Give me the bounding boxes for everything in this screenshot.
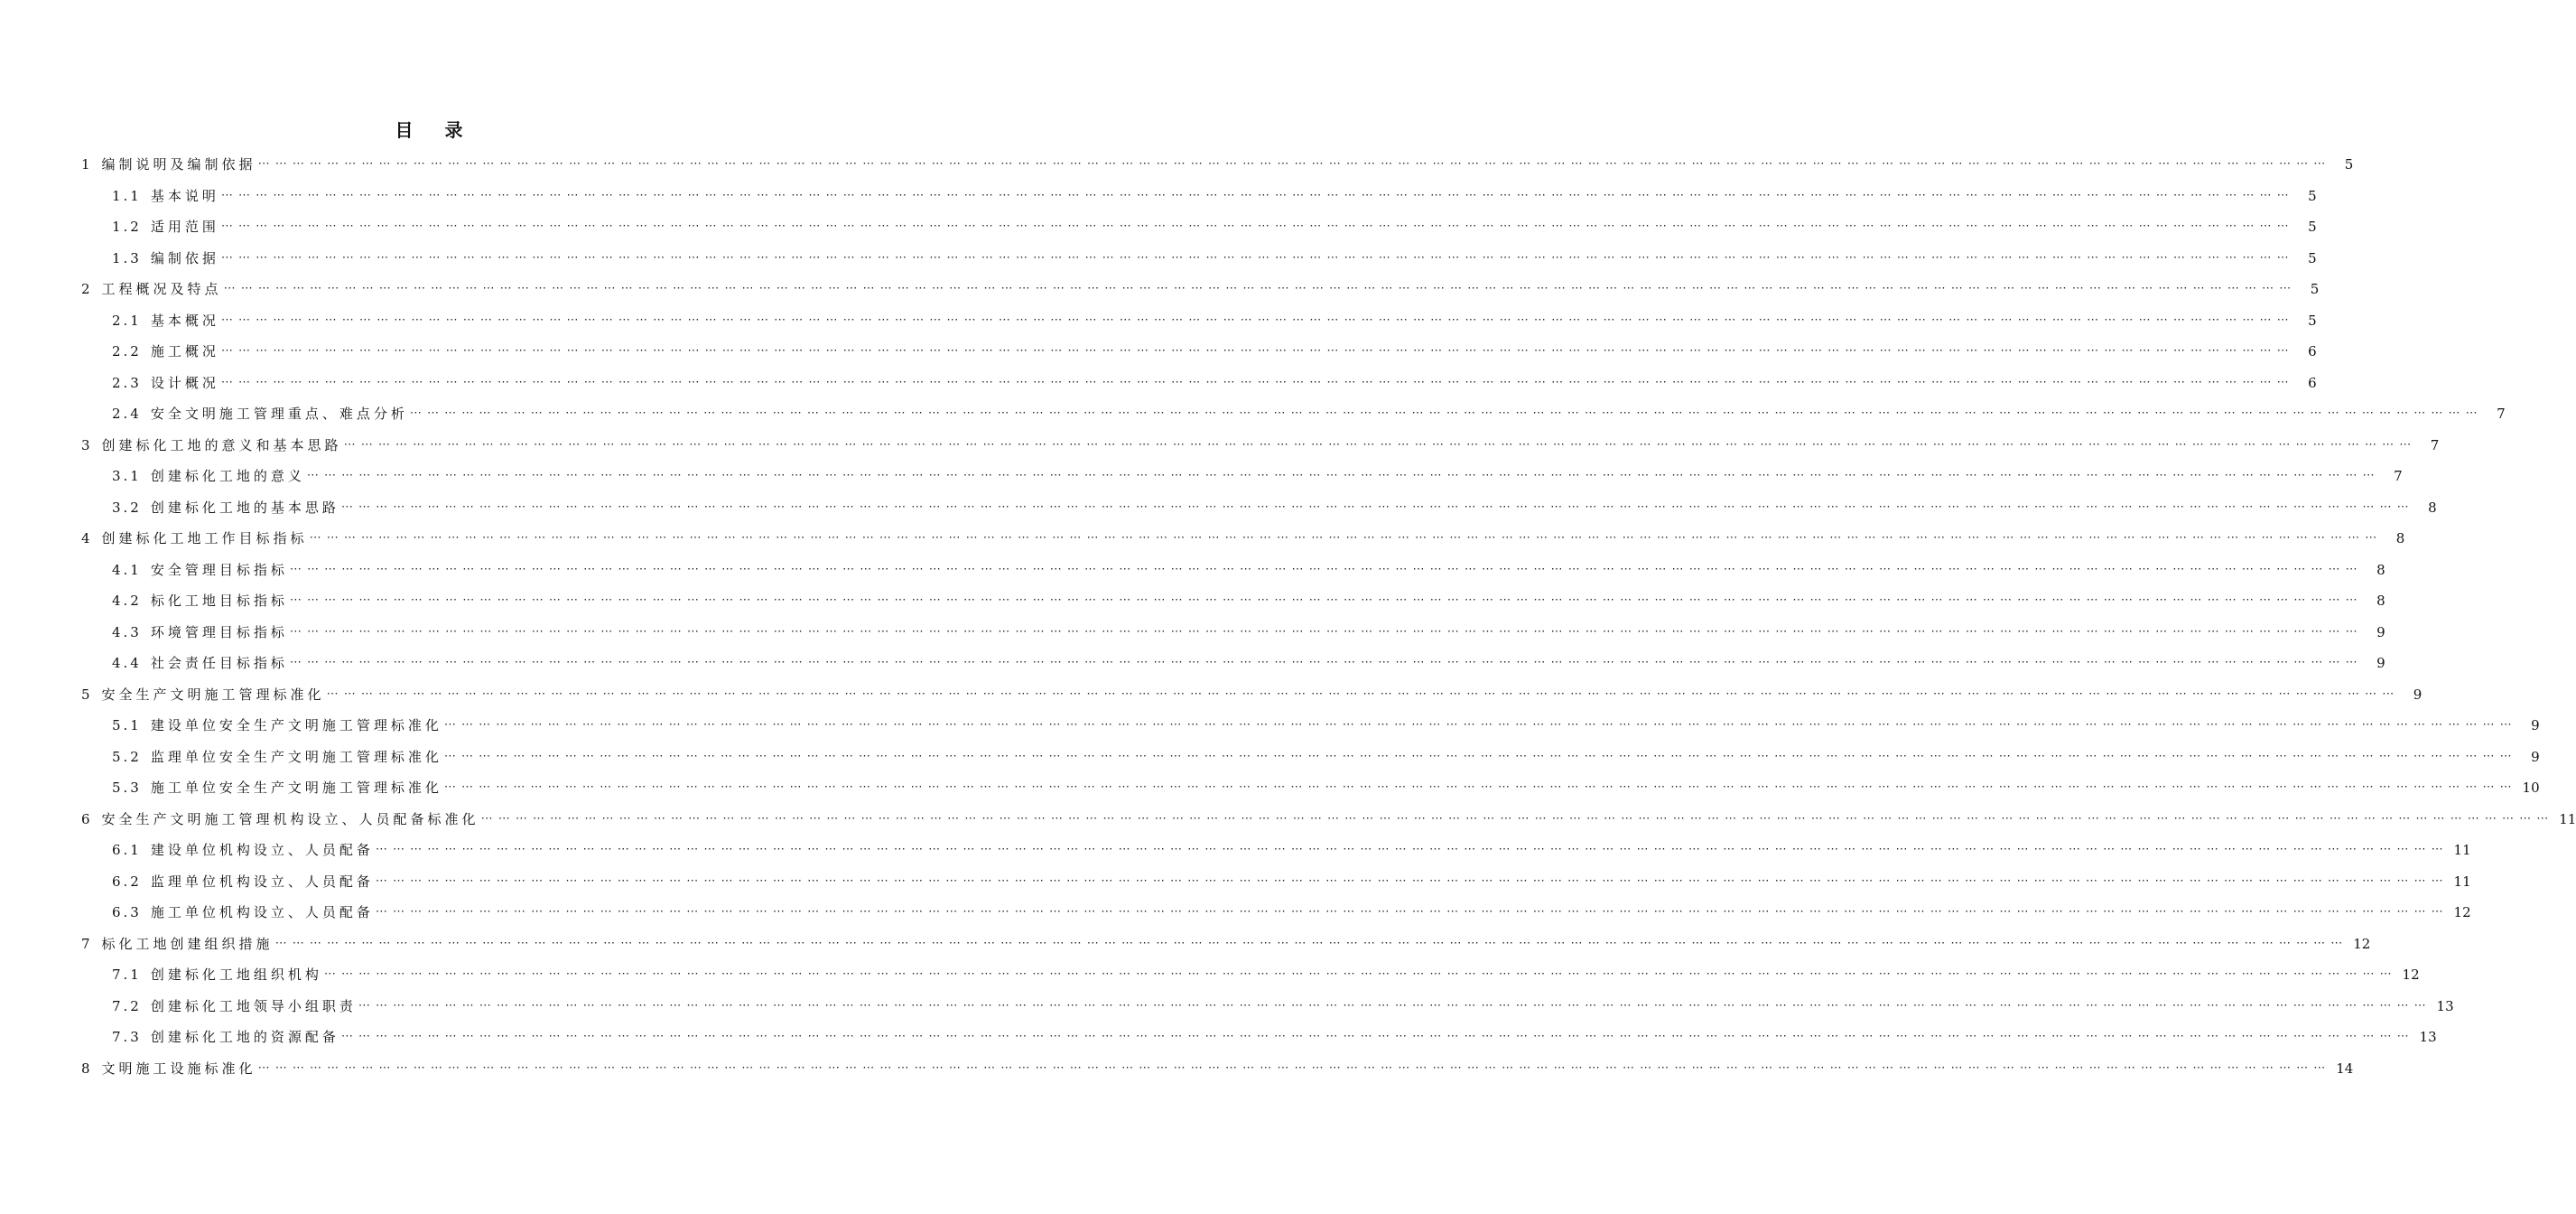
toc-entry-number: 1.1 <box>112 187 142 204</box>
toc-entry-page: 8 <box>2395 530 2405 546</box>
toc-entry-number: 1.3 <box>112 249 142 266</box>
toc-entry[interactable] <box>81 931 2371 957</box>
toc-entry-title: 标化工地目标指标 <box>150 593 288 609</box>
toc-entry-number: 7.3 <box>112 1029 142 1045</box>
toc-entry-title: 创建标化工地工作目标指标 <box>101 530 308 546</box>
toc-entry-page: 12 <box>2453 904 2471 920</box>
toc-entry-page: 9 <box>2531 748 2540 765</box>
toc-entry-page: 14 <box>2336 1060 2354 1077</box>
toc-entry[interactable] <box>112 900 2471 925</box>
toc-dot-leader: ⋯ ⋯ ⋯ ⋯ ⋯ ⋯ ⋯ ⋯ ⋯ ⋯ ⋯ ⋯ ⋯ ⋯ ⋯ ⋯ ⋯ ⋯ ⋯ ⋯ ⋯ ⋯ ⋯ ⋯ ⋯ ⋯ ⋯ ⋯ ⋯ ⋯ ⋯ ⋯ ⋯ ⋯ ⋯ ⋯ ⋯ ⋯ ⋯ ⋯ ⋯ ⋯ ⋯ ⋯ ⋯ ⋯ ⋯ ⋯ ⋯ ⋯ ⋯ ⋯ ⋯ ⋯ ⋯ ⋯ ⋯ ⋯ ⋯ ⋯ ⋯ ⋯ ⋯ ⋯ ⋯ ⋯ ⋯ ⋯ ⋯ ⋯ ⋯ ⋯ ⋯ ⋯ ⋯ ⋯ ⋯ ⋯ ⋯ ⋯ ⋯ ⋯ ⋯ ⋯ ⋯ ⋯ ⋯ ⋯ ⋯ ⋯ ⋯ ⋯ ⋯ ⋯ ⋯ ⋯ ⋯ ⋯ ⋯ ⋯ ⋯ ⋯ ⋯ ⋯ ⋯ ⋯ ⋯ ⋯ ⋯ ⋯ ⋯ ⋯ ⋯ ⋯ ⋯ ⋯ ⋯ ⋯ ⋯ ⋯ <box>326 686 2395 701</box>
toc-entry-title: 建设单位机构设立、人员配备 <box>150 842 374 858</box>
toc-entry[interactable] <box>112 869 2471 894</box>
toc-entry-page: 9 <box>2413 686 2423 703</box>
toc-dot-leader: ⋯ ⋯ ⋯ ⋯ ⋯ ⋯ ⋯ ⋯ ⋯ ⋯ ⋯ ⋯ ⋯ ⋯ ⋯ ⋯ ⋯ ⋯ ⋯ ⋯ ⋯ ⋯ ⋯ ⋯ ⋯ ⋯ ⋯ ⋯ ⋯ ⋯ ⋯ ⋯ ⋯ ⋯ ⋯ ⋯ ⋯ ⋯ ⋯ ⋯ ⋯ ⋯ ⋯ ⋯ ⋯ ⋯ ⋯ ⋯ ⋯ ⋯ ⋯ ⋯ ⋯ ⋯ ⋯ ⋯ ⋯ ⋯ ⋯ ⋯ ⋯ ⋯ ⋯ ⋯ ⋯ ⋯ ⋯ ⋯ ⋯ ⋯ ⋯ ⋯ ⋯ ⋯ ⋯ ⋯ ⋯ ⋯ ⋯ ⋯ ⋯ ⋯ ⋯ ⋯ ⋯ ⋯ ⋯ ⋯ ⋯ ⋯ ⋯ ⋯ ⋯ ⋯ ⋯ ⋯ ⋯ ⋯ ⋯ ⋯ ⋯ ⋯ ⋯ ⋯ ⋯ ⋯ ⋯ ⋯ ⋯ ⋯ ⋯ ⋯ ⋯ ⋯ ⋯ ⋯ ⋯ ⋯ ⋯ ⋯ <box>409 406 2478 420</box>
toc-dot-leader: ⋯ ⋯ ⋯ ⋯ ⋯ ⋯ ⋯ ⋯ ⋯ ⋯ ⋯ ⋯ ⋯ ⋯ ⋯ ⋯ ⋯ ⋯ ⋯ ⋯ ⋯ ⋯ ⋯ ⋯ ⋯ ⋯ ⋯ ⋯ ⋯ ⋯ ⋯ ⋯ ⋯ ⋯ ⋯ ⋯ ⋯ ⋯ ⋯ ⋯ ⋯ ⋯ ⋯ ⋯ ⋯ ⋯ ⋯ ⋯ ⋯ ⋯ ⋯ ⋯ ⋯ ⋯ ⋯ ⋯ ⋯ ⋯ ⋯ ⋯ ⋯ ⋯ ⋯ ⋯ ⋯ ⋯ ⋯ ⋯ ⋯ ⋯ ⋯ ⋯ ⋯ ⋯ ⋯ ⋯ ⋯ ⋯ ⋯ ⋯ ⋯ ⋯ ⋯ ⋯ ⋯ ⋯ ⋯ ⋯ ⋯ ⋯ ⋯ ⋯ ⋯ ⋯ ⋯ ⋯ ⋯ ⋯ ⋯ ⋯ ⋯ ⋯ ⋯ ⋯ ⋯ ⋯ ⋯ ⋯ ⋯ ⋯ ⋯ ⋯ ⋯ ⋯ ⋯ ⋯ ⋯ ⋯ ⋯ ⋯ <box>220 188 2290 202</box>
toc-entry-title: 社会责任目标指标 <box>150 655 288 671</box>
toc-entry-number: 2.4 <box>112 406 142 422</box>
toc-entry-title: 创建标化工地的基本思路 <box>150 499 339 516</box>
toc-entry[interactable] <box>112 557 2385 583</box>
toc-dot-leader: ⋯ ⋯ ⋯ ⋯ ⋯ ⋯ ⋯ ⋯ ⋯ ⋯ ⋯ ⋯ ⋯ ⋯ ⋯ ⋯ ⋯ ⋯ ⋯ ⋯ ⋯ ⋯ ⋯ ⋯ ⋯ ⋯ ⋯ ⋯ ⋯ ⋯ ⋯ ⋯ ⋯ ⋯ ⋯ ⋯ ⋯ ⋯ ⋯ ⋯ ⋯ ⋯ ⋯ ⋯ ⋯ ⋯ ⋯ ⋯ ⋯ ⋯ ⋯ ⋯ ⋯ ⋯ ⋯ ⋯ ⋯ ⋯ ⋯ ⋯ ⋯ ⋯ ⋯ ⋯ ⋯ ⋯ ⋯ ⋯ ⋯ ⋯ ⋯ ⋯ ⋯ ⋯ ⋯ ⋯ ⋯ ⋯ ⋯ ⋯ ⋯ ⋯ ⋯ ⋯ ⋯ ⋯ ⋯ ⋯ ⋯ ⋯ ⋯ ⋯ ⋯ ⋯ ⋯ ⋯ ⋯ ⋯ ⋯ ⋯ ⋯ ⋯ ⋯ ⋯ ⋯ ⋯ ⋯ ⋯ ⋯ ⋯ ⋯ ⋯ ⋯ ⋯ ⋯ ⋯ ⋯ ⋯ ⋯ ⋯ <box>223 282 2292 295</box>
toc-entry-title: 建设单位安全生产文明施工管理标准化 <box>150 717 442 733</box>
toc-entry-title: 环境管理目标指标 <box>150 623 288 640</box>
toc-entry-number: 2.2 <box>112 343 142 360</box>
toc-dot-leader: ⋯ ⋯ ⋯ ⋯ ⋯ ⋯ ⋯ ⋯ ⋯ ⋯ ⋯ ⋯ ⋯ ⋯ ⋯ ⋯ ⋯ ⋯ ⋯ ⋯ ⋯ ⋯ ⋯ ⋯ ⋯ ⋯ ⋯ ⋯ ⋯ ⋯ ⋯ ⋯ ⋯ ⋯ ⋯ ⋯ ⋯ ⋯ ⋯ ⋯ ⋯ ⋯ ⋯ ⋯ ⋯ ⋯ ⋯ ⋯ ⋯ ⋯ ⋯ ⋯ ⋯ ⋯ ⋯ ⋯ ⋯ ⋯ ⋯ ⋯ ⋯ ⋯ ⋯ ⋯ ⋯ ⋯ ⋯ ⋯ ⋯ ⋯ ⋯ ⋯ ⋯ ⋯ ⋯ ⋯ ⋯ ⋯ ⋯ ⋯ ⋯ ⋯ ⋯ ⋯ ⋯ ⋯ ⋯ ⋯ ⋯ ⋯ ⋯ ⋯ ⋯ ⋯ ⋯ ⋯ ⋯ ⋯ ⋯ ⋯ ⋯ ⋯ ⋯ ⋯ ⋯ ⋯ ⋯ ⋯ ⋯ ⋯ ⋯ ⋯ ⋯ ⋯ ⋯ ⋯ ⋯ ⋯ ⋯ ⋯ <box>257 157 2327 171</box>
toc-dot-leader: ⋯ ⋯ ⋯ ⋯ ⋯ ⋯ ⋯ ⋯ ⋯ ⋯ ⋯ ⋯ ⋯ ⋯ ⋯ ⋯ ⋯ ⋯ ⋯ ⋯ ⋯ ⋯ ⋯ ⋯ ⋯ ⋯ ⋯ ⋯ ⋯ ⋯ ⋯ ⋯ ⋯ ⋯ ⋯ ⋯ ⋯ ⋯ ⋯ ⋯ ⋯ ⋯ ⋯ ⋯ ⋯ ⋯ ⋯ ⋯ ⋯ ⋯ ⋯ ⋯ ⋯ ⋯ ⋯ ⋯ ⋯ ⋯ ⋯ ⋯ ⋯ ⋯ ⋯ ⋯ ⋯ ⋯ ⋯ ⋯ ⋯ ⋯ ⋯ ⋯ ⋯ ⋯ ⋯ ⋯ ⋯ ⋯ ⋯ ⋯ ⋯ ⋯ ⋯ ⋯ ⋯ ⋯ ⋯ ⋯ ⋯ ⋯ ⋯ ⋯ ⋯ ⋯ ⋯ ⋯ ⋯ ⋯ ⋯ ⋯ ⋯ ⋯ ⋯ ⋯ ⋯ ⋯ ⋯ ⋯ ⋯ ⋯ ⋯ ⋯ ⋯ ⋯ ⋯ ⋯ ⋯ ⋯ ⋯ ⋯ <box>443 718 2513 732</box>
toc-entry-page: 11 <box>2559 810 2576 827</box>
toc-entry-title: 创建标化工地的资源配备 <box>150 1029 339 1045</box>
toc-entry[interactable] <box>112 308 2317 333</box>
toc-entry-number: 5 <box>81 686 93 703</box>
toc-dot-leader: ⋯ ⋯ ⋯ ⋯ ⋯ ⋯ ⋯ ⋯ ⋯ ⋯ ⋯ ⋯ ⋯ ⋯ ⋯ ⋯ ⋯ ⋯ ⋯ ⋯ ⋯ ⋯ ⋯ ⋯ ⋯ ⋯ ⋯ ⋯ ⋯ ⋯ ⋯ ⋯ ⋯ ⋯ ⋯ ⋯ ⋯ ⋯ ⋯ ⋯ ⋯ ⋯ ⋯ ⋯ ⋯ ⋯ ⋯ ⋯ ⋯ ⋯ ⋯ ⋯ ⋯ ⋯ ⋯ ⋯ ⋯ ⋯ ⋯ ⋯ ⋯ ⋯ ⋯ ⋯ ⋯ ⋯ ⋯ ⋯ ⋯ ⋯ ⋯ ⋯ ⋯ ⋯ ⋯ ⋯ ⋯ ⋯ ⋯ ⋯ ⋯ ⋯ ⋯ ⋯ ⋯ ⋯ ⋯ ⋯ ⋯ ⋯ ⋯ ⋯ ⋯ ⋯ ⋯ ⋯ ⋯ ⋯ ⋯ ⋯ ⋯ ⋯ ⋯ ⋯ ⋯ ⋯ ⋯ ⋯ ⋯ ⋯ ⋯ ⋯ ⋯ ⋯ ⋯ ⋯ ⋯ ⋯ ⋯ ⋯ <box>340 1030 2410 1043</box>
toc-entry-title: 施工单位机构设立、人员配备 <box>150 904 374 920</box>
toc-dot-leader: ⋯ ⋯ ⋯ ⋯ ⋯ ⋯ ⋯ ⋯ ⋯ ⋯ ⋯ ⋯ ⋯ ⋯ ⋯ ⋯ ⋯ ⋯ ⋯ ⋯ ⋯ ⋯ ⋯ ⋯ ⋯ ⋯ ⋯ ⋯ ⋯ ⋯ ⋯ ⋯ ⋯ ⋯ ⋯ ⋯ ⋯ ⋯ ⋯ ⋯ ⋯ ⋯ ⋯ ⋯ ⋯ ⋯ ⋯ ⋯ ⋯ ⋯ ⋯ ⋯ ⋯ ⋯ ⋯ ⋯ ⋯ ⋯ ⋯ ⋯ ⋯ ⋯ ⋯ ⋯ ⋯ ⋯ ⋯ ⋯ ⋯ ⋯ ⋯ ⋯ ⋯ ⋯ ⋯ ⋯ ⋯ ⋯ ⋯ ⋯ ⋯ ⋯ ⋯ ⋯ ⋯ ⋯ ⋯ ⋯ ⋯ ⋯ ⋯ ⋯ ⋯ ⋯ ⋯ ⋯ ⋯ ⋯ ⋯ ⋯ ⋯ ⋯ ⋯ ⋯ ⋯ ⋯ ⋯ ⋯ ⋯ ⋯ ⋯ ⋯ ⋯ ⋯ ⋯ ⋯ ⋯ ⋯ ⋯ ⋯ <box>220 313 2290 327</box>
toc-entry-title: 监理单位安全生产文明施工管理标准化 <box>150 748 442 765</box>
toc-dot-leader: ⋯ ⋯ ⋯ ⋯ ⋯ ⋯ ⋯ ⋯ ⋯ ⋯ ⋯ ⋯ ⋯ ⋯ ⋯ ⋯ ⋯ ⋯ ⋯ ⋯ ⋯ ⋯ ⋯ ⋯ ⋯ ⋯ ⋯ ⋯ ⋯ ⋯ ⋯ ⋯ ⋯ ⋯ ⋯ ⋯ ⋯ ⋯ ⋯ ⋯ ⋯ ⋯ ⋯ ⋯ ⋯ ⋯ ⋯ ⋯ ⋯ ⋯ ⋯ ⋯ ⋯ ⋯ ⋯ ⋯ ⋯ ⋯ ⋯ ⋯ ⋯ ⋯ ⋯ ⋯ ⋯ ⋯ ⋯ ⋯ ⋯ ⋯ ⋯ ⋯ ⋯ ⋯ ⋯ ⋯ ⋯ ⋯ ⋯ ⋯ ⋯ ⋯ ⋯ ⋯ ⋯ ⋯ ⋯ ⋯ ⋯ ⋯ ⋯ ⋯ ⋯ ⋯ ⋯ ⋯ ⋯ ⋯ ⋯ ⋯ ⋯ ⋯ ⋯ ⋯ ⋯ ⋯ ⋯ ⋯ ⋯ ⋯ ⋯ ⋯ ⋯ ⋯ ⋯ ⋯ ⋯ ⋯ ⋯ ⋯ <box>443 780 2513 794</box>
toc-entry-number: 5.1 <box>112 717 142 733</box>
toc-dot-leader: ⋯ ⋯ ⋯ ⋯ ⋯ ⋯ ⋯ ⋯ ⋯ ⋯ ⋯ ⋯ ⋯ ⋯ ⋯ ⋯ ⋯ ⋯ ⋯ ⋯ ⋯ ⋯ ⋯ ⋯ ⋯ ⋯ ⋯ ⋯ ⋯ ⋯ ⋯ ⋯ ⋯ ⋯ ⋯ ⋯ ⋯ ⋯ ⋯ ⋯ ⋯ ⋯ ⋯ ⋯ ⋯ ⋯ ⋯ ⋯ ⋯ ⋯ ⋯ ⋯ ⋯ ⋯ ⋯ ⋯ ⋯ ⋯ ⋯ ⋯ ⋯ ⋯ ⋯ ⋯ ⋯ ⋯ ⋯ ⋯ ⋯ ⋯ ⋯ ⋯ ⋯ ⋯ ⋯ ⋯ ⋯ ⋯ ⋯ ⋯ ⋯ ⋯ ⋯ ⋯ ⋯ ⋯ ⋯ ⋯ ⋯ ⋯ ⋯ ⋯ ⋯ ⋯ ⋯ ⋯ ⋯ ⋯ ⋯ ⋯ ⋯ ⋯ ⋯ ⋯ ⋯ ⋯ ⋯ ⋯ ⋯ ⋯ ⋯ ⋯ ⋯ ⋯ ⋯ ⋯ ⋯ ⋯ ⋯ ⋯ <box>274 936 2344 950</box>
toc-dot-leader: ⋯ ⋯ ⋯ ⋯ ⋯ ⋯ ⋯ ⋯ ⋯ ⋯ ⋯ ⋯ ⋯ ⋯ ⋯ ⋯ ⋯ ⋯ ⋯ ⋯ ⋯ ⋯ ⋯ ⋯ ⋯ ⋯ ⋯ ⋯ ⋯ ⋯ ⋯ ⋯ ⋯ ⋯ ⋯ ⋯ ⋯ ⋯ ⋯ ⋯ ⋯ ⋯ ⋯ ⋯ ⋯ ⋯ ⋯ ⋯ ⋯ ⋯ ⋯ ⋯ ⋯ ⋯ ⋯ ⋯ ⋯ ⋯ ⋯ ⋯ ⋯ ⋯ ⋯ ⋯ ⋯ ⋯ ⋯ ⋯ ⋯ ⋯ ⋯ ⋯ ⋯ ⋯ ⋯ ⋯ ⋯ ⋯ ⋯ ⋯ ⋯ ⋯ ⋯ ⋯ ⋯ ⋯ ⋯ ⋯ ⋯ ⋯ ⋯ ⋯ ⋯ ⋯ ⋯ ⋯ ⋯ ⋯ ⋯ ⋯ ⋯ ⋯ ⋯ ⋯ ⋯ ⋯ ⋯ ⋯ ⋯ ⋯ ⋯ ⋯ ⋯ ⋯ ⋯ ⋯ ⋯ ⋯ ⋯ ⋯ <box>289 562 2358 576</box>
toc-entry-page: 9 <box>2531 717 2540 733</box>
toc-entry[interactable] <box>112 713 2540 738</box>
toc-entry-number: 3 <box>81 436 93 453</box>
toc-entry-number: 3.1 <box>112 468 142 484</box>
toc-entry-number: 1 <box>81 156 93 173</box>
toc-dot-leader: ⋯ ⋯ ⋯ ⋯ ⋯ ⋯ ⋯ ⋯ ⋯ ⋯ ⋯ ⋯ ⋯ ⋯ ⋯ ⋯ ⋯ ⋯ ⋯ ⋯ ⋯ ⋯ ⋯ ⋯ ⋯ ⋯ ⋯ ⋯ ⋯ ⋯ ⋯ ⋯ ⋯ ⋯ ⋯ ⋯ ⋯ ⋯ ⋯ ⋯ ⋯ ⋯ ⋯ ⋯ ⋯ ⋯ ⋯ ⋯ ⋯ ⋯ ⋯ ⋯ ⋯ ⋯ ⋯ ⋯ ⋯ ⋯ ⋯ ⋯ ⋯ ⋯ ⋯ ⋯ ⋯ ⋯ ⋯ ⋯ ⋯ ⋯ ⋯ ⋯ ⋯ ⋯ ⋯ ⋯ ⋯ ⋯ ⋯ ⋯ ⋯ ⋯ ⋯ ⋯ ⋯ ⋯ ⋯ ⋯ ⋯ ⋯ ⋯ ⋯ ⋯ ⋯ ⋯ ⋯ ⋯ ⋯ ⋯ ⋯ ⋯ ⋯ ⋯ ⋯ ⋯ ⋯ ⋯ ⋯ ⋯ ⋯ ⋯ ⋯ ⋯ ⋯ ⋯ ⋯ ⋯ ⋯ ⋯ ⋯ <box>375 843 2444 856</box>
toc-entry-title: 安全文明施工管理重点、难点分析 <box>150 406 408 422</box>
toc-entry-number: 6.1 <box>112 842 142 858</box>
toc-dot-leader: ⋯ ⋯ ⋯ ⋯ ⋯ ⋯ ⋯ ⋯ ⋯ ⋯ ⋯ ⋯ ⋯ ⋯ ⋯ ⋯ ⋯ ⋯ ⋯ ⋯ ⋯ ⋯ ⋯ ⋯ ⋯ ⋯ ⋯ ⋯ ⋯ ⋯ ⋯ ⋯ ⋯ ⋯ ⋯ ⋯ ⋯ ⋯ ⋯ ⋯ ⋯ ⋯ ⋯ ⋯ ⋯ ⋯ ⋯ ⋯ ⋯ ⋯ ⋯ ⋯ ⋯ ⋯ ⋯ ⋯ ⋯ ⋯ ⋯ ⋯ ⋯ ⋯ ⋯ ⋯ ⋯ ⋯ ⋯ ⋯ ⋯ ⋯ ⋯ ⋯ ⋯ ⋯ ⋯ ⋯ ⋯ ⋯ ⋯ ⋯ ⋯ ⋯ ⋯ ⋯ ⋯ ⋯ ⋯ ⋯ ⋯ ⋯ ⋯ ⋯ ⋯ ⋯ ⋯ ⋯ ⋯ ⋯ ⋯ ⋯ ⋯ ⋯ ⋯ ⋯ ⋯ ⋯ ⋯ ⋯ ⋯ ⋯ ⋯ ⋯ ⋯ ⋯ ⋯ ⋯ ⋯ ⋯ ⋯ ⋯ <box>289 593 2358 607</box>
toc-entry[interactable] <box>81 276 2320 302</box>
toc-dot-leader: ⋯ ⋯ ⋯ ⋯ ⋯ ⋯ ⋯ ⋯ ⋯ ⋯ ⋯ ⋯ ⋯ ⋯ ⋯ ⋯ ⋯ ⋯ ⋯ ⋯ ⋯ ⋯ ⋯ ⋯ ⋯ ⋯ ⋯ ⋯ ⋯ ⋯ ⋯ ⋯ ⋯ ⋯ ⋯ ⋯ ⋯ ⋯ ⋯ ⋯ ⋯ ⋯ ⋯ ⋯ ⋯ ⋯ ⋯ ⋯ ⋯ ⋯ ⋯ ⋯ ⋯ ⋯ ⋯ ⋯ ⋯ ⋯ ⋯ ⋯ ⋯ ⋯ ⋯ ⋯ ⋯ ⋯ ⋯ ⋯ ⋯ ⋯ ⋯ ⋯ ⋯ ⋯ ⋯ ⋯ ⋯ ⋯ ⋯ ⋯ ⋯ ⋯ ⋯ ⋯ ⋯ ⋯ ⋯ ⋯ ⋯ ⋯ ⋯ ⋯ ⋯ ⋯ ⋯ ⋯ ⋯ ⋯ ⋯ ⋯ ⋯ ⋯ ⋯ ⋯ ⋯ ⋯ ⋯ ⋯ ⋯ ⋯ ⋯ ⋯ ⋯ ⋯ ⋯ ⋯ ⋯ ⋯ ⋯ ⋯ <box>289 624 2358 639</box>
toc-entry-page: 11 <box>2453 842 2471 858</box>
toc-dot-leader: ⋯ ⋯ ⋯ ⋯ ⋯ ⋯ ⋯ ⋯ ⋯ ⋯ ⋯ ⋯ ⋯ ⋯ ⋯ ⋯ ⋯ ⋯ ⋯ ⋯ ⋯ ⋯ ⋯ ⋯ ⋯ ⋯ ⋯ ⋯ ⋯ ⋯ ⋯ ⋯ ⋯ ⋯ ⋯ ⋯ ⋯ ⋯ ⋯ ⋯ ⋯ ⋯ ⋯ ⋯ ⋯ ⋯ ⋯ ⋯ ⋯ ⋯ ⋯ ⋯ ⋯ ⋯ ⋯ ⋯ ⋯ ⋯ ⋯ ⋯ ⋯ ⋯ ⋯ ⋯ ⋯ ⋯ ⋯ ⋯ ⋯ ⋯ ⋯ ⋯ ⋯ ⋯ ⋯ ⋯ ⋯ ⋯ ⋯ ⋯ ⋯ ⋯ ⋯ ⋯ ⋯ ⋯ ⋯ ⋯ ⋯ ⋯ ⋯ ⋯ ⋯ ⋯ ⋯ ⋯ ⋯ ⋯ ⋯ ⋯ ⋯ ⋯ ⋯ ⋯ ⋯ ⋯ ⋯ ⋯ ⋯ ⋯ ⋯ ⋯ ⋯ ⋯ ⋯ ⋯ ⋯ ⋯ ⋯ ⋯ <box>343 437 2413 452</box>
toc-entry-number: 6 <box>81 810 93 827</box>
toc-dot-leader: ⋯ ⋯ ⋯ ⋯ ⋯ ⋯ ⋯ ⋯ ⋯ ⋯ ⋯ ⋯ ⋯ ⋯ ⋯ ⋯ ⋯ ⋯ ⋯ ⋯ ⋯ ⋯ ⋯ ⋯ ⋯ ⋯ ⋯ ⋯ ⋯ ⋯ ⋯ ⋯ ⋯ ⋯ ⋯ ⋯ ⋯ ⋯ ⋯ ⋯ ⋯ ⋯ ⋯ ⋯ ⋯ ⋯ ⋯ ⋯ ⋯ ⋯ ⋯ ⋯ ⋯ ⋯ ⋯ ⋯ ⋯ ⋯ ⋯ ⋯ ⋯ ⋯ ⋯ ⋯ ⋯ ⋯ ⋯ ⋯ ⋯ ⋯ ⋯ ⋯ ⋯ ⋯ ⋯ ⋯ ⋯ ⋯ ⋯ ⋯ ⋯ ⋯ ⋯ ⋯ ⋯ ⋯ ⋯ ⋯ ⋯ ⋯ ⋯ ⋯ ⋯ ⋯ ⋯ ⋯ ⋯ ⋯ ⋯ ⋯ ⋯ ⋯ ⋯ ⋯ ⋯ ⋯ ⋯ ⋯ ⋯ ⋯ ⋯ ⋯ ⋯ ⋯ ⋯ ⋯ ⋯ ⋯ ⋯ ⋯ <box>289 656 2358 669</box>
toc-entry-title: 编制说明及编制依据 <box>101 156 256 173</box>
toc-entry-title: 监理单位机构设立、人员配备 <box>150 873 374 890</box>
toc-entry-title: 安全生产文明施工管理标准化 <box>101 686 325 703</box>
toc-entry-title: 适用范围 <box>150 219 219 235</box>
toc-entry-number: 2.1 <box>112 312 142 329</box>
toc-entry-number: 7.1 <box>112 967 142 983</box>
toc-entry-page: 6 <box>2308 343 2317 360</box>
toc-entry[interactable] <box>112 370 2317 396</box>
toc-dot-leader: ⋯ ⋯ ⋯ ⋯ ⋯ ⋯ ⋯ ⋯ ⋯ ⋯ ⋯ ⋯ ⋯ ⋯ ⋯ ⋯ ⋯ ⋯ ⋯ ⋯ ⋯ ⋯ ⋯ ⋯ ⋯ ⋯ ⋯ ⋯ ⋯ ⋯ ⋯ ⋯ ⋯ ⋯ ⋯ ⋯ ⋯ ⋯ ⋯ ⋯ ⋯ ⋯ ⋯ ⋯ ⋯ ⋯ ⋯ ⋯ ⋯ ⋯ ⋯ ⋯ ⋯ ⋯ ⋯ ⋯ ⋯ ⋯ ⋯ ⋯ ⋯ ⋯ ⋯ ⋯ ⋯ ⋯ ⋯ ⋯ ⋯ ⋯ ⋯ ⋯ ⋯ ⋯ ⋯ ⋯ ⋯ ⋯ ⋯ ⋯ ⋯ ⋯ ⋯ ⋯ ⋯ ⋯ ⋯ ⋯ ⋯ ⋯ ⋯ ⋯ ⋯ ⋯ ⋯ ⋯ ⋯ ⋯ ⋯ ⋯ ⋯ ⋯ ⋯ ⋯ ⋯ ⋯ ⋯ ⋯ ⋯ ⋯ ⋯ ⋯ ⋯ ⋯ ⋯ ⋯ ⋯ ⋯ ⋯ ⋯ <box>375 873 2444 888</box>
toc-entry[interactable] <box>112 495 2437 520</box>
toc-dot-leader: ⋯ ⋯ ⋯ ⋯ ⋯ ⋯ ⋯ ⋯ ⋯ ⋯ ⋯ ⋯ ⋯ ⋯ ⋯ ⋯ ⋯ ⋯ ⋯ ⋯ ⋯ ⋯ ⋯ ⋯ ⋯ ⋯ ⋯ ⋯ ⋯ ⋯ ⋯ ⋯ ⋯ ⋯ ⋯ ⋯ ⋯ ⋯ ⋯ ⋯ ⋯ ⋯ ⋯ ⋯ ⋯ ⋯ ⋯ ⋯ ⋯ ⋯ ⋯ ⋯ ⋯ ⋯ ⋯ ⋯ ⋯ ⋯ ⋯ ⋯ ⋯ ⋯ ⋯ ⋯ ⋯ ⋯ ⋯ ⋯ ⋯ ⋯ ⋯ ⋯ ⋯ ⋯ ⋯ ⋯ ⋯ ⋯ ⋯ ⋯ ⋯ ⋯ ⋯ ⋯ ⋯ ⋯ ⋯ ⋯ ⋯ ⋯ ⋯ ⋯ ⋯ ⋯ ⋯ ⋯ ⋯ ⋯ ⋯ ⋯ ⋯ ⋯ ⋯ ⋯ ⋯ ⋯ ⋯ ⋯ ⋯ ⋯ ⋯ ⋯ ⋯ ⋯ ⋯ ⋯ ⋯ ⋯ ⋯ ⋯ <box>220 344 2290 358</box>
toc-entry-page: 5 <box>2308 219 2317 235</box>
toc-entry-page: 11 <box>2453 873 2471 890</box>
toc-dot-leader: ⋯ ⋯ ⋯ ⋯ ⋯ ⋯ ⋯ ⋯ ⋯ ⋯ ⋯ ⋯ ⋯ ⋯ ⋯ ⋯ ⋯ ⋯ ⋯ ⋯ ⋯ ⋯ ⋯ ⋯ ⋯ ⋯ ⋯ ⋯ ⋯ ⋯ ⋯ ⋯ ⋯ ⋯ ⋯ ⋯ ⋯ ⋯ ⋯ ⋯ ⋯ ⋯ ⋯ ⋯ ⋯ ⋯ ⋯ ⋯ ⋯ ⋯ ⋯ ⋯ ⋯ ⋯ ⋯ ⋯ ⋯ ⋯ ⋯ ⋯ ⋯ ⋯ ⋯ ⋯ ⋯ ⋯ ⋯ ⋯ ⋯ ⋯ ⋯ ⋯ ⋯ ⋯ ⋯ ⋯ ⋯ ⋯ ⋯ ⋯ ⋯ ⋯ ⋯ ⋯ ⋯ ⋯ ⋯ ⋯ ⋯ ⋯ ⋯ ⋯ ⋯ ⋯ ⋯ ⋯ ⋯ ⋯ ⋯ ⋯ ⋯ ⋯ ⋯ ⋯ ⋯ ⋯ ⋯ ⋯ ⋯ ⋯ ⋯ ⋯ ⋯ ⋯ ⋯ ⋯ ⋯ ⋯ ⋯ ⋯ <box>323 967 2393 981</box>
toc-entry-page: 8 <box>2376 561 2385 578</box>
toc-dot-leader: ⋯ ⋯ ⋯ ⋯ ⋯ ⋯ ⋯ ⋯ ⋯ ⋯ ⋯ ⋯ ⋯ ⋯ ⋯ ⋯ ⋯ ⋯ ⋯ ⋯ ⋯ ⋯ ⋯ ⋯ ⋯ ⋯ ⋯ ⋯ ⋯ ⋯ ⋯ ⋯ ⋯ ⋯ ⋯ ⋯ ⋯ ⋯ ⋯ ⋯ ⋯ ⋯ ⋯ ⋯ ⋯ ⋯ ⋯ ⋯ ⋯ ⋯ ⋯ ⋯ ⋯ ⋯ ⋯ ⋯ ⋯ ⋯ ⋯ ⋯ ⋯ ⋯ ⋯ ⋯ ⋯ ⋯ ⋯ ⋯ ⋯ ⋯ ⋯ ⋯ ⋯ ⋯ ⋯ ⋯ ⋯ ⋯ ⋯ ⋯ ⋯ ⋯ ⋯ ⋯ ⋯ ⋯ ⋯ ⋯ ⋯ ⋯ ⋯ ⋯ ⋯ ⋯ ⋯ ⋯ ⋯ ⋯ ⋯ ⋯ ⋯ ⋯ ⋯ ⋯ ⋯ ⋯ ⋯ ⋯ ⋯ ⋯ ⋯ ⋯ ⋯ ⋯ ⋯ ⋯ ⋯ ⋯ ⋯ ⋯ <box>257 1060 2327 1075</box>
toc-entry[interactable] <box>112 1024 2437 1050</box>
toc-entry-title: 安全管理目标指标 <box>150 561 288 578</box>
toc-entry-number: 2 <box>81 281 93 297</box>
toc-entry-title: 编制依据 <box>150 249 219 266</box>
toc-entry[interactable] <box>112 650 2385 676</box>
toc-entry[interactable] <box>81 682 2423 707</box>
toc-dot-leader: ⋯ ⋯ ⋯ ⋯ ⋯ ⋯ ⋯ ⋯ ⋯ ⋯ ⋯ ⋯ ⋯ ⋯ ⋯ ⋯ ⋯ ⋯ ⋯ ⋯ ⋯ ⋯ ⋯ ⋯ ⋯ ⋯ ⋯ ⋯ ⋯ ⋯ ⋯ ⋯ ⋯ ⋯ ⋯ ⋯ ⋯ ⋯ ⋯ ⋯ ⋯ ⋯ ⋯ ⋯ ⋯ ⋯ ⋯ ⋯ ⋯ ⋯ ⋯ ⋯ ⋯ ⋯ ⋯ ⋯ ⋯ ⋯ ⋯ ⋯ ⋯ ⋯ ⋯ ⋯ ⋯ ⋯ ⋯ ⋯ ⋯ ⋯ ⋯ ⋯ ⋯ ⋯ ⋯ ⋯ ⋯ ⋯ ⋯ ⋯ ⋯ ⋯ ⋯ ⋯ ⋯ ⋯ ⋯ ⋯ ⋯ ⋯ ⋯ ⋯ ⋯ ⋯ ⋯ ⋯ ⋯ ⋯ ⋯ ⋯ ⋯ ⋯ ⋯ ⋯ ⋯ ⋯ ⋯ ⋯ ⋯ ⋯ ⋯ ⋯ ⋯ ⋯ ⋯ ⋯ ⋯ ⋯ ⋯ ⋯ <box>375 905 2444 919</box>
toc-entry[interactable] <box>112 962 2420 987</box>
toc-entry-title: 基本概况 <box>150 312 219 329</box>
toc-dot-leader: ⋯ ⋯ ⋯ ⋯ ⋯ ⋯ ⋯ ⋯ ⋯ ⋯ ⋯ ⋯ ⋯ ⋯ ⋯ ⋯ ⋯ ⋯ ⋯ ⋯ ⋯ ⋯ ⋯ ⋯ ⋯ ⋯ ⋯ ⋯ ⋯ ⋯ ⋯ ⋯ ⋯ ⋯ ⋯ ⋯ ⋯ ⋯ ⋯ ⋯ ⋯ ⋯ ⋯ ⋯ ⋯ ⋯ ⋯ ⋯ ⋯ ⋯ ⋯ ⋯ ⋯ ⋯ ⋯ ⋯ ⋯ ⋯ ⋯ ⋯ ⋯ ⋯ ⋯ ⋯ ⋯ ⋯ ⋯ ⋯ ⋯ ⋯ ⋯ ⋯ ⋯ ⋯ ⋯ ⋯ ⋯ ⋯ ⋯ ⋯ ⋯ ⋯ ⋯ ⋯ ⋯ ⋯ ⋯ ⋯ ⋯ ⋯ ⋯ ⋯ ⋯ ⋯ ⋯ ⋯ ⋯ ⋯ ⋯ ⋯ ⋯ ⋯ ⋯ ⋯ ⋯ ⋯ ⋯ ⋯ ⋯ ⋯ ⋯ ⋯ ⋯ ⋯ ⋯ ⋯ ⋯ ⋯ ⋯ ⋯ <box>358 998 2427 1013</box>
toc-entry-title: 标化工地创建组织措施 <box>101 935 274 952</box>
toc-entry-number: 4.4 <box>112 655 142 671</box>
toc-entry-page: 5 <box>2344 156 2354 173</box>
toc-dot-leader: ⋯ ⋯ ⋯ ⋯ ⋯ ⋯ ⋯ ⋯ ⋯ ⋯ ⋯ ⋯ ⋯ ⋯ ⋯ ⋯ ⋯ ⋯ ⋯ ⋯ ⋯ ⋯ ⋯ ⋯ ⋯ ⋯ ⋯ ⋯ ⋯ ⋯ ⋯ ⋯ ⋯ ⋯ ⋯ ⋯ ⋯ ⋯ ⋯ ⋯ ⋯ ⋯ ⋯ ⋯ ⋯ ⋯ ⋯ ⋯ ⋯ ⋯ ⋯ ⋯ ⋯ ⋯ ⋯ ⋯ ⋯ ⋯ ⋯ ⋯ ⋯ ⋯ ⋯ ⋯ ⋯ ⋯ ⋯ ⋯ ⋯ ⋯ ⋯ ⋯ ⋯ ⋯ ⋯ ⋯ ⋯ ⋯ ⋯ ⋯ ⋯ ⋯ ⋯ ⋯ ⋯ ⋯ ⋯ ⋯ ⋯ ⋯ ⋯ ⋯ ⋯ ⋯ ⋯ ⋯ ⋯ ⋯ ⋯ ⋯ ⋯ ⋯ ⋯ ⋯ ⋯ ⋯ ⋯ ⋯ ⋯ ⋯ ⋯ ⋯ ⋯ ⋯ ⋯ ⋯ ⋯ ⋯ ⋯ ⋯ <box>220 219 2290 233</box>
toc-entry-number: 6.2 <box>112 873 142 890</box>
toc-entry-number: 7.2 <box>112 997 142 1014</box>
toc-entry-page: 13 <box>2436 997 2454 1014</box>
toc-entry[interactable] <box>81 433 2440 458</box>
toc-entry-number: 8 <box>81 1060 93 1077</box>
toc-entry-number: 4.2 <box>112 593 142 609</box>
toc-entry-title: 施工概况 <box>150 343 219 360</box>
toc-entry-number: 7 <box>81 935 93 952</box>
toc-entry-title: 设计概况 <box>150 374 219 391</box>
toc-entry[interactable] <box>112 994 2454 1019</box>
toc-entry[interactable] <box>112 463 2403 489</box>
toc-entry-page: 5 <box>2308 312 2317 329</box>
toc-entry-title: 安全生产文明施工管理机构设立、人员配备标准化 <box>101 810 479 827</box>
toc-entry-title: 工程概况及特点 <box>101 281 222 297</box>
toc-entry[interactable] <box>112 401 2506 426</box>
toc-entry-page: 10 <box>2522 780 2540 796</box>
toc-entry-title: 创建标化工地的意义 <box>150 468 305 484</box>
toc-entry-title: 创建标化工地组织机构 <box>150 967 322 983</box>
toc-entry-page: 5 <box>2310 281 2320 297</box>
toc-entry-number: 4.3 <box>112 623 142 640</box>
toc-entry[interactable] <box>81 152 2354 177</box>
toc-entry[interactable] <box>81 526 2405 551</box>
toc-entry-title: 施工单位安全生产文明施工管理标准化 <box>150 780 442 796</box>
toc-entry-title: 创建标化工地的意义和基本思路 <box>101 436 342 453</box>
toc-entry[interactable] <box>112 620 2385 645</box>
toc-dot-leader: ⋯ ⋯ ⋯ ⋯ ⋯ ⋯ ⋯ ⋯ ⋯ ⋯ ⋯ ⋯ ⋯ ⋯ ⋯ ⋯ ⋯ ⋯ ⋯ ⋯ ⋯ ⋯ ⋯ ⋯ ⋯ ⋯ ⋯ ⋯ ⋯ ⋯ ⋯ ⋯ ⋯ ⋯ ⋯ ⋯ ⋯ ⋯ ⋯ ⋯ ⋯ ⋯ ⋯ ⋯ ⋯ ⋯ ⋯ ⋯ ⋯ ⋯ ⋯ ⋯ ⋯ ⋯ ⋯ ⋯ ⋯ ⋯ ⋯ ⋯ ⋯ ⋯ ⋯ ⋯ ⋯ ⋯ ⋯ ⋯ ⋯ ⋯ ⋯ ⋯ ⋯ ⋯ ⋯ ⋯ ⋯ ⋯ ⋯ ⋯ ⋯ ⋯ ⋯ ⋯ ⋯ ⋯ ⋯ ⋯ ⋯ ⋯ ⋯ ⋯ ⋯ ⋯ ⋯ ⋯ ⋯ ⋯ ⋯ ⋯ ⋯ ⋯ ⋯ ⋯ ⋯ ⋯ ⋯ ⋯ ⋯ ⋯ ⋯ ⋯ ⋯ ⋯ ⋯ ⋯ ⋯ ⋯ ⋯ ⋯ <box>480 811 2550 826</box>
toc-entry-page: 8 <box>2428 499 2437 516</box>
toc-entry-page: 9 <box>2376 623 2385 640</box>
toc-entry-number: 5.2 <box>112 748 142 765</box>
toc-entry[interactable] <box>112 183 2317 209</box>
toc-entry-number: 6.3 <box>112 904 142 920</box>
toc-entry-number: 1.2 <box>112 219 142 235</box>
toc-entry[interactable] <box>112 837 2471 863</box>
toc-entry-number: 5.3 <box>112 780 142 796</box>
toc-entry-page: 5 <box>2308 249 2317 266</box>
toc-entry-title: 创建标化工地领导小组职责 <box>150 997 357 1014</box>
toc-entry-page: 7 <box>2394 468 2403 484</box>
toc-entry-page: 9 <box>2376 655 2385 671</box>
toc-entry-page: 12 <box>2402 967 2420 983</box>
toc-dot-leader: ⋯ ⋯ ⋯ ⋯ ⋯ ⋯ ⋯ ⋯ ⋯ ⋯ ⋯ ⋯ ⋯ ⋯ ⋯ ⋯ ⋯ ⋯ ⋯ ⋯ ⋯ ⋯ ⋯ ⋯ ⋯ ⋯ ⋯ ⋯ ⋯ ⋯ ⋯ ⋯ ⋯ ⋯ ⋯ ⋯ ⋯ ⋯ ⋯ ⋯ ⋯ ⋯ ⋯ ⋯ ⋯ ⋯ ⋯ ⋯ ⋯ ⋯ ⋯ ⋯ ⋯ ⋯ ⋯ ⋯ ⋯ ⋯ ⋯ ⋯ ⋯ ⋯ ⋯ ⋯ ⋯ ⋯ ⋯ ⋯ ⋯ ⋯ ⋯ ⋯ ⋯ ⋯ ⋯ ⋯ ⋯ ⋯ ⋯ ⋯ ⋯ ⋯ ⋯ ⋯ ⋯ ⋯ ⋯ ⋯ ⋯ ⋯ ⋯ ⋯ ⋯ ⋯ ⋯ ⋯ ⋯ ⋯ ⋯ ⋯ ⋯ ⋯ ⋯ ⋯ ⋯ ⋯ ⋯ ⋯ ⋯ ⋯ ⋯ ⋯ ⋯ ⋯ ⋯ ⋯ ⋯ ⋯ ⋯ ⋯ <box>340 500 2410 514</box>
toc-entry[interactable] <box>112 214 2317 239</box>
toc-entry[interactable] <box>81 1056 2354 1081</box>
toc-entry-page: 13 <box>2419 1029 2437 1045</box>
toc-entry[interactable] <box>112 339 2317 364</box>
toc-entry-number: 4.1 <box>112 561 142 578</box>
toc-entry-title: 基本说明 <box>150 187 219 204</box>
toc-entry-number: 4 <box>81 530 93 546</box>
toc-entry[interactable] <box>112 744 2540 770</box>
toc-dot-leader: ⋯ ⋯ ⋯ ⋯ ⋯ ⋯ ⋯ ⋯ ⋯ ⋯ ⋯ ⋯ ⋯ ⋯ ⋯ ⋯ ⋯ ⋯ ⋯ ⋯ ⋯ ⋯ ⋯ ⋯ ⋯ ⋯ ⋯ ⋯ ⋯ ⋯ ⋯ ⋯ ⋯ ⋯ ⋯ ⋯ ⋯ ⋯ ⋯ ⋯ ⋯ ⋯ ⋯ ⋯ ⋯ ⋯ ⋯ ⋯ ⋯ ⋯ ⋯ ⋯ ⋯ ⋯ ⋯ ⋯ ⋯ ⋯ ⋯ ⋯ ⋯ ⋯ ⋯ ⋯ ⋯ ⋯ ⋯ ⋯ ⋯ ⋯ ⋯ ⋯ ⋯ ⋯ ⋯ ⋯ ⋯ ⋯ ⋯ ⋯ ⋯ ⋯ ⋯ ⋯ ⋯ ⋯ ⋯ ⋯ ⋯ ⋯ ⋯ ⋯ ⋯ ⋯ ⋯ ⋯ ⋯ ⋯ ⋯ ⋯ ⋯ ⋯ ⋯ ⋯ ⋯ ⋯ ⋯ ⋯ ⋯ ⋯ ⋯ ⋯ ⋯ ⋯ ⋯ ⋯ ⋯ ⋯ ⋯ ⋯ <box>220 250 2290 265</box>
toc-entry-title: 文明施工设施标准化 <box>101 1060 256 1077</box>
toc-entry-page: 7 <box>2497 406 2506 422</box>
toc-entry[interactable] <box>112 588 2385 613</box>
toc-entry[interactable] <box>81 807 2576 832</box>
toc-entry-page: 7 <box>2430 436 2440 453</box>
toc-entry-page: 12 <box>2353 935 2371 952</box>
toc-entry-number: 3.2 <box>112 499 142 516</box>
toc-dot-leader: ⋯ ⋯ ⋯ ⋯ ⋯ ⋯ ⋯ ⋯ ⋯ ⋯ ⋯ ⋯ ⋯ ⋯ ⋯ ⋯ ⋯ ⋯ ⋯ ⋯ ⋯ ⋯ ⋯ ⋯ ⋯ ⋯ ⋯ ⋯ ⋯ ⋯ ⋯ ⋯ ⋯ ⋯ ⋯ ⋯ ⋯ ⋯ ⋯ ⋯ ⋯ ⋯ ⋯ ⋯ ⋯ ⋯ ⋯ ⋯ ⋯ ⋯ ⋯ ⋯ ⋯ ⋯ ⋯ ⋯ ⋯ ⋯ ⋯ ⋯ ⋯ ⋯ ⋯ ⋯ ⋯ ⋯ ⋯ ⋯ ⋯ ⋯ ⋯ ⋯ ⋯ ⋯ ⋯ ⋯ ⋯ ⋯ ⋯ ⋯ ⋯ ⋯ ⋯ ⋯ ⋯ ⋯ ⋯ ⋯ ⋯ ⋯ ⋯ ⋯ ⋯ ⋯ ⋯ ⋯ ⋯ ⋯ ⋯ ⋯ ⋯ ⋯ ⋯ ⋯ ⋯ ⋯ ⋯ ⋯ ⋯ ⋯ ⋯ ⋯ ⋯ ⋯ ⋯ ⋯ ⋯ ⋯ ⋯ ⋯ <box>220 375 2290 389</box>
toc-entry-page: 8 <box>2376 593 2385 609</box>
toc-dot-leader: ⋯ ⋯ ⋯ ⋯ ⋯ ⋯ ⋯ ⋯ ⋯ ⋯ ⋯ ⋯ ⋯ ⋯ ⋯ ⋯ ⋯ ⋯ ⋯ ⋯ ⋯ ⋯ ⋯ ⋯ ⋯ ⋯ ⋯ ⋯ ⋯ ⋯ ⋯ ⋯ ⋯ ⋯ ⋯ ⋯ ⋯ ⋯ ⋯ ⋯ ⋯ ⋯ ⋯ ⋯ ⋯ ⋯ ⋯ ⋯ ⋯ ⋯ ⋯ ⋯ ⋯ ⋯ ⋯ ⋯ ⋯ ⋯ ⋯ ⋯ ⋯ ⋯ ⋯ ⋯ ⋯ ⋯ ⋯ ⋯ ⋯ ⋯ ⋯ ⋯ ⋯ ⋯ ⋯ ⋯ ⋯ ⋯ ⋯ ⋯ ⋯ ⋯ ⋯ ⋯ ⋯ ⋯ ⋯ ⋯ ⋯ ⋯ ⋯ ⋯ ⋯ ⋯ ⋯ ⋯ ⋯ ⋯ ⋯ ⋯ ⋯ ⋯ ⋯ ⋯ ⋯ ⋯ ⋯ ⋯ ⋯ ⋯ ⋯ ⋯ ⋯ ⋯ ⋯ ⋯ ⋯ ⋯ ⋯ ⋯ <box>306 469 2376 482</box>
toc-entry-number: 2.3 <box>112 374 142 391</box>
toc-dot-leader: ⋯ ⋯ ⋯ ⋯ ⋯ ⋯ ⋯ ⋯ ⋯ ⋯ ⋯ ⋯ ⋯ ⋯ ⋯ ⋯ ⋯ ⋯ ⋯ ⋯ ⋯ ⋯ ⋯ ⋯ ⋯ ⋯ ⋯ ⋯ ⋯ ⋯ ⋯ ⋯ ⋯ ⋯ ⋯ ⋯ ⋯ ⋯ ⋯ ⋯ ⋯ ⋯ ⋯ ⋯ ⋯ ⋯ ⋯ ⋯ ⋯ ⋯ ⋯ ⋯ ⋯ ⋯ ⋯ ⋯ ⋯ ⋯ ⋯ ⋯ ⋯ ⋯ ⋯ ⋯ ⋯ ⋯ ⋯ ⋯ ⋯ ⋯ ⋯ ⋯ ⋯ ⋯ ⋯ ⋯ ⋯ ⋯ ⋯ ⋯ ⋯ ⋯ ⋯ ⋯ ⋯ ⋯ ⋯ ⋯ ⋯ ⋯ ⋯ ⋯ ⋯ ⋯ ⋯ ⋯ ⋯ ⋯ ⋯ ⋯ ⋯ ⋯ ⋯ ⋯ ⋯ ⋯ ⋯ ⋯ ⋯ ⋯ ⋯ ⋯ ⋯ ⋯ ⋯ ⋯ ⋯ ⋯ ⋯ ⋯ <box>309 531 2378 545</box>
toc-entry[interactable] <box>112 246 2317 271</box>
toc-entry[interactable] <box>112 775 2540 800</box>
toc-dot-leader: ⋯ ⋯ ⋯ ⋯ ⋯ ⋯ ⋯ ⋯ ⋯ ⋯ ⋯ ⋯ ⋯ ⋯ ⋯ ⋯ ⋯ ⋯ ⋯ ⋯ ⋯ ⋯ ⋯ ⋯ ⋯ ⋯ ⋯ ⋯ ⋯ ⋯ ⋯ ⋯ ⋯ ⋯ ⋯ ⋯ ⋯ ⋯ ⋯ ⋯ ⋯ ⋯ ⋯ ⋯ ⋯ ⋯ ⋯ ⋯ ⋯ ⋯ ⋯ ⋯ ⋯ ⋯ ⋯ ⋯ ⋯ ⋯ ⋯ ⋯ ⋯ ⋯ ⋯ ⋯ ⋯ ⋯ ⋯ ⋯ ⋯ ⋯ ⋯ ⋯ ⋯ ⋯ ⋯ ⋯ ⋯ ⋯ ⋯ ⋯ ⋯ ⋯ ⋯ ⋯ ⋯ ⋯ ⋯ ⋯ ⋯ ⋯ ⋯ ⋯ ⋯ ⋯ ⋯ ⋯ ⋯ ⋯ ⋯ ⋯ ⋯ ⋯ ⋯ ⋯ ⋯ ⋯ ⋯ ⋯ ⋯ ⋯ ⋯ ⋯ ⋯ ⋯ ⋯ ⋯ ⋯ ⋯ ⋯ ⋯ <box>443 749 2513 763</box>
page-title: 目 录 <box>395 119 476 141</box>
toc-entry-page: 6 <box>2308 374 2317 391</box>
toc-entry-page: 5 <box>2308 187 2317 204</box>
